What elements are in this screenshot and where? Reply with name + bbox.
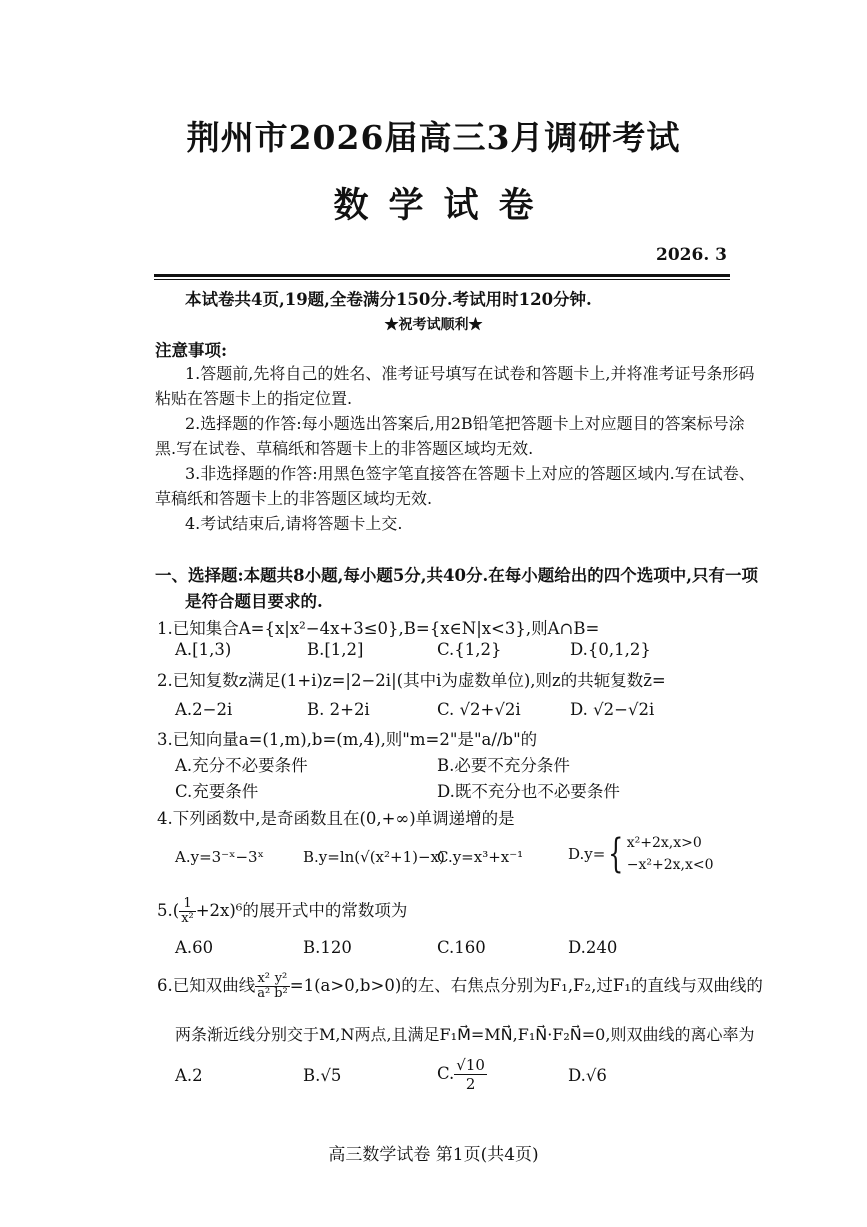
exam-summary: 本试卷共4页,19题,全卷满分150分.考试用时120分钟.	[185, 290, 592, 309]
question-6-fraction-x	[255, 972, 272, 1001]
question-6-option-a: A.2	[175, 1066, 203, 1085]
question-4-option-c: C.y=x³+x⁻¹	[437, 848, 524, 866]
notice-1-line-1: 1.答题前,先将自己的姓名、准考证号填写在试卷和答题卡上,并将准考证号条形码	[185, 364, 755, 383]
question-3-option-a: A.充分不必要条件	[175, 756, 308, 775]
question-4-option-d-prefix: D.y=	[568, 845, 606, 863]
notice-2-line-2: 黑.写在试卷、草稿纸和答题卡上的非答题区域均无效.	[155, 439, 534, 458]
question-6-option-b: B.√5	[303, 1066, 342, 1085]
notice-3-line-2: 草稿纸和答题卡上的非答题区域均无效.	[155, 489, 433, 508]
question-2-option-c: C. √2+√2i	[437, 700, 521, 719]
question-5-option-d: D.240	[568, 938, 618, 957]
question-4-option-d-cases	[627, 832, 714, 876]
question-2-option-b: B. 2+2i	[307, 700, 370, 719]
exam-date: 2026. 3	[656, 245, 727, 265]
question-6-fraction-y	[272, 972, 290, 1001]
notice-2-line-1: 2.选择题的作答:每小题选出答案后,用2B铅笔把答题卡上对应题目的答案标号涂	[185, 414, 745, 433]
question-5-stem-suffix: +2x)⁶的展开式中的常数项为	[195, 901, 408, 920]
question-5-option-a: A.60	[175, 938, 214, 957]
question-6-option-c-denominator: 2	[465, 1075, 476, 1093]
question-4-stem: 4.下列函数中,是奇函数且在(0,+∞)单调递增的是	[157, 809, 515, 828]
question-4-option-d-case-2: −x²+2x,x<0	[626, 857, 714, 873]
question-1-option-b: B.[1,2]	[307, 640, 364, 659]
question-1-stem: 1.已知集合A={x|x²−4x+3≤0},B={x∈N|x<3},则A∩B=	[157, 619, 600, 638]
question-6-option-c-numerator: √10	[456, 1056, 485, 1074]
question-6-stem-prefix: 6.已知双曲线	[157, 976, 256, 995]
exam-title: 荆州市2026届高三3月调研考试	[186, 118, 681, 157]
exam-subtitle: 数学试卷	[333, 185, 554, 226]
question-6-stem-line-1	[157, 972, 763, 1001]
question-2-option-d: D. √2−√2i	[570, 700, 655, 719]
question-2-option-a: A.2−2i	[175, 700, 233, 719]
question-6-option-c-prefix: C.	[437, 1064, 455, 1083]
question-4-option-d	[568, 832, 714, 876]
question-5-fraction-numerator: 1	[179, 897, 196, 912]
question-6-stem-line-2: 两条渐近线分别交于M,N两点,且满足F₁M⃗=MN⃗,F₁N⃗·F₂N⃗=0,则双曲线的离心率为	[175, 1025, 755, 1044]
notice-1-line-2: 粘贴在答题卡上的指定位置.	[155, 389, 353, 408]
question-6-stem-suffix: =1(a>0,b>0)的左、右焦点分别为F₁,F₂,过F₁的直线与双曲线的	[289, 976, 763, 995]
notice-4: 4.考试结束后,请将答题卡上交.	[185, 514, 403, 533]
question-5-fraction-denominator: x²	[181, 911, 194, 926]
question-4-option-d-case-1: x²+2x,x>0	[626, 835, 702, 851]
question-3-option-c: C.充要条件	[175, 782, 259, 801]
question-5-fraction	[179, 897, 196, 926]
question-6-option-c-fraction	[454, 1056, 487, 1093]
question-5-stem-prefix: 5.(	[157, 901, 180, 920]
section-1-heading-line-2: 是符合题目要求的.	[185, 592, 323, 611]
question-4-option-a: A.y=3⁻ˣ−3ˣ	[175, 848, 264, 866]
question-5-option-b: B.120	[303, 938, 352, 957]
question-6-fraction-y-numerator: y²	[272, 972, 290, 987]
question-1-option-c: C.{1,2}	[437, 640, 502, 659]
question-4-option-b: B.y=ln(√(x²+1)−x)	[303, 848, 445, 866]
header-rule-thick	[154, 274, 730, 277]
question-1-option-d: D.{0,1,2}	[570, 640, 651, 659]
question-5-stem	[157, 897, 407, 926]
page-footer: 高三数学试卷 第1页(共4页)	[328, 1145, 539, 1165]
notice-title: 注意事项:	[155, 341, 228, 360]
question-6-option-d: D.√6	[568, 1066, 607, 1085]
notice-3-line-1: 3.非选择题的作答:用黑色签字笔直接答在答题卡上对应的答题区域内.写在试卷、	[185, 464, 755, 483]
question-2-stem: 2.已知复数z满足(1+i)z=|2−2i|(其中i为虚数单位),则z的共轭复数z̄=	[157, 671, 666, 690]
question-3-option-b: B.必要不充分条件	[437, 756, 570, 775]
question-3-stem: 3.已知向量a=(1,m),b=(m,4),则"m=2"是"a//b"的	[157, 730, 538, 749]
section-1-heading-line-1: 一、选择题:本题共8小题,每小题5分,共40分.在每小题给出的四个选项中,只有一项	[155, 566, 758, 585]
header-rule-thin	[154, 279, 730, 280]
question-5-option-c: C.160	[437, 938, 486, 957]
question-6-option-c	[437, 1056, 487, 1093]
good-luck-banner: ★祝考试顺利★	[384, 317, 483, 333]
question-6-fraction-x-numerator: x²	[255, 972, 272, 987]
left-brace-symbol: {	[608, 831, 624, 877]
question-1-option-a: A.[1,3)	[175, 640, 232, 659]
question-3-option-d: D.既不充分也不必要条件	[437, 782, 620, 801]
question-6-fraction-y-denominator: b²	[274, 986, 288, 1001]
question-6-fraction-x-denominator: a²	[257, 986, 271, 1001]
